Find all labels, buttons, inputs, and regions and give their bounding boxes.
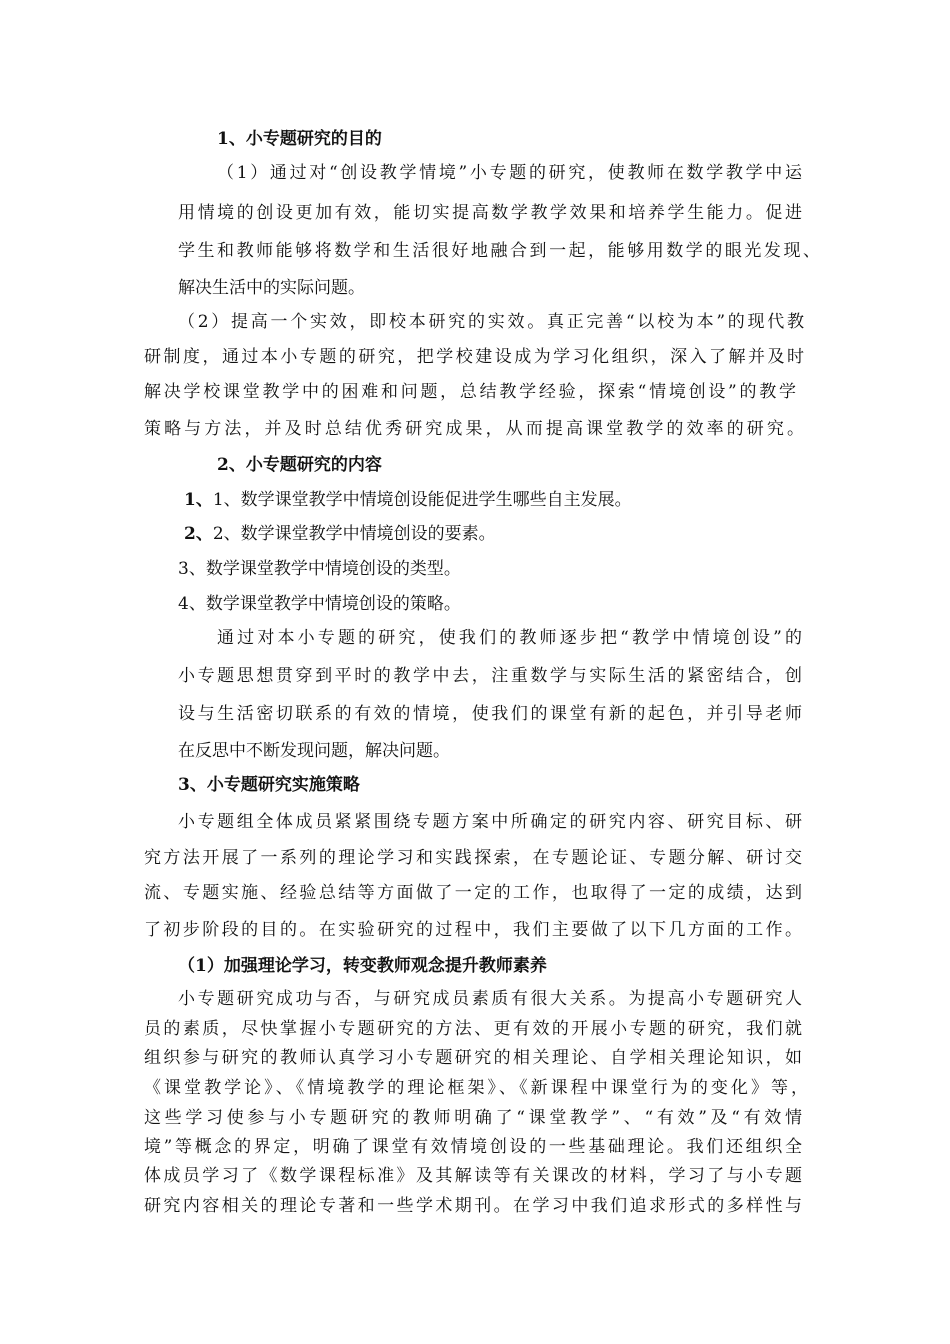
paragraph-line: 体成员学习了《数学课程标准》及其解读等有关课改的材料，学习了与小专题 bbox=[144, 1166, 802, 1186]
paragraph-line: 策略与方法，并及时总结优秀研究成果，从而提高课堂教学的效率的研究。 bbox=[144, 419, 804, 439]
paragraph-line: 这些学习使参与小专题研究的教师明确了“课堂教学”、“有效”及“有效情 bbox=[144, 1108, 802, 1128]
paragraph-line: 解决生活中的实际问题。 bbox=[178, 278, 365, 298]
paragraph-line: 员的素质，尽快掌握小专题研究的方法、更有效的开展小专题的研究，我们就 bbox=[144, 1019, 802, 1039]
paragraph-line: 组织参与研究的教师认真学习小专题研究的相关理论、自学相关理论知识，如 bbox=[144, 1048, 802, 1068]
paragraph-line: 小专题研究成功与否，与研究成员素质有很大关系。为提高小专题研究人 bbox=[178, 989, 802, 1009]
paragraph-line: 《课堂教学论》、《情境教学的理论框架》、《新课程中课堂行为的变化》等， bbox=[144, 1078, 808, 1098]
paragraph-line: 小专题组全体成员紧紧围绕专题方案中所确定的研究内容、研究目标、研 bbox=[178, 812, 802, 832]
list-item-text: 2、数学课堂教学中情境创设的要素。 bbox=[212, 524, 496, 544]
paragraph-line: 通过对本小专题的研究，使我们的教师逐步把“教学中情境创设”的 bbox=[217, 628, 802, 648]
paragraph-line: 设与生活密切联系的有效的情境，使我们的课堂有新的起色，并引导老师 bbox=[178, 704, 802, 724]
paragraph-line: 研究内容相关的理论专著和一些学术期刊。在学习中我们追求形式的多样性与 bbox=[144, 1196, 802, 1216]
list-item-number: 2、 bbox=[184, 524, 213, 544]
paragraph-line: 究方法开展了一系列的理论学习和实践探索，在专题论证、专题分解、研讨交 bbox=[144, 848, 802, 868]
paragraph-line: 解决学校课堂教学中的困难和问题，总结教学经验，探索“情境创设”的教学 bbox=[144, 382, 796, 402]
section-heading-purpose: 1、小专题研究的目的 bbox=[217, 129, 382, 149]
paragraph-line: 境”等概念的界定，明确了课堂有效情境创设的一些基础理论。我们还组织全 bbox=[144, 1137, 802, 1157]
paragraph-line: （1）通过对“创设教学情境”小专题的研究，使教师在数学教学中运 bbox=[217, 163, 802, 183]
paragraph-line: 小专题思想贯穿到平时的教学中去，注重数学与实际生活的紧密结合，创 bbox=[178, 666, 802, 686]
list-item bbox=[178, 557, 461, 581]
paragraph-line: 了初步阶段的目的。在实验研究的过程中，我们主要做了以下几方面的工作。 bbox=[144, 920, 802, 940]
list-item-number: 1、 bbox=[184, 490, 213, 510]
list-item bbox=[184, 522, 496, 546]
list-item-text: 4、数学课堂教学中情境创设的策略。 bbox=[178, 594, 461, 614]
section-heading-content: 2、小专题研究的内容 bbox=[217, 455, 382, 475]
subsection-heading: （1）加强理论学习，转变教师观念提升教师素养 bbox=[178, 956, 547, 976]
section-heading-strategy: 3、小专题研究实施策略 bbox=[178, 775, 360, 795]
paragraph-line: 用情境的创设更加有效，能切实提高数学教学效果和培养学生能力。促进 bbox=[178, 203, 802, 223]
list-item-text: 1、数学课堂教学中情境创设能促进学生哪些自主发展。 bbox=[212, 490, 632, 510]
paragraph-line: （2）提高一个实效，即校本研究的实效。真正完善“以校为本”的现代教 bbox=[178, 312, 804, 332]
paragraph-line: 流、专题实施、经验总结等方面做了一定的工作，也取得了一定的成绩，达到 bbox=[144, 883, 802, 903]
list-item bbox=[184, 488, 632, 512]
paragraph-line: 研制度，通过本小专题的研究，把学校建设成为学习化组织，深入了解并及时 bbox=[144, 347, 804, 367]
paragraph-line: 学生和教师能够将数学和生活很好地融合到一起，能够用数学的眼光发现、 bbox=[178, 241, 820, 261]
list-item bbox=[178, 592, 461, 616]
paragraph-line: 在反思中不断发现问题，解决问题。 bbox=[178, 741, 450, 761]
list-item-text: 3、数学课堂教学中情境创设的类型。 bbox=[178, 559, 461, 579]
